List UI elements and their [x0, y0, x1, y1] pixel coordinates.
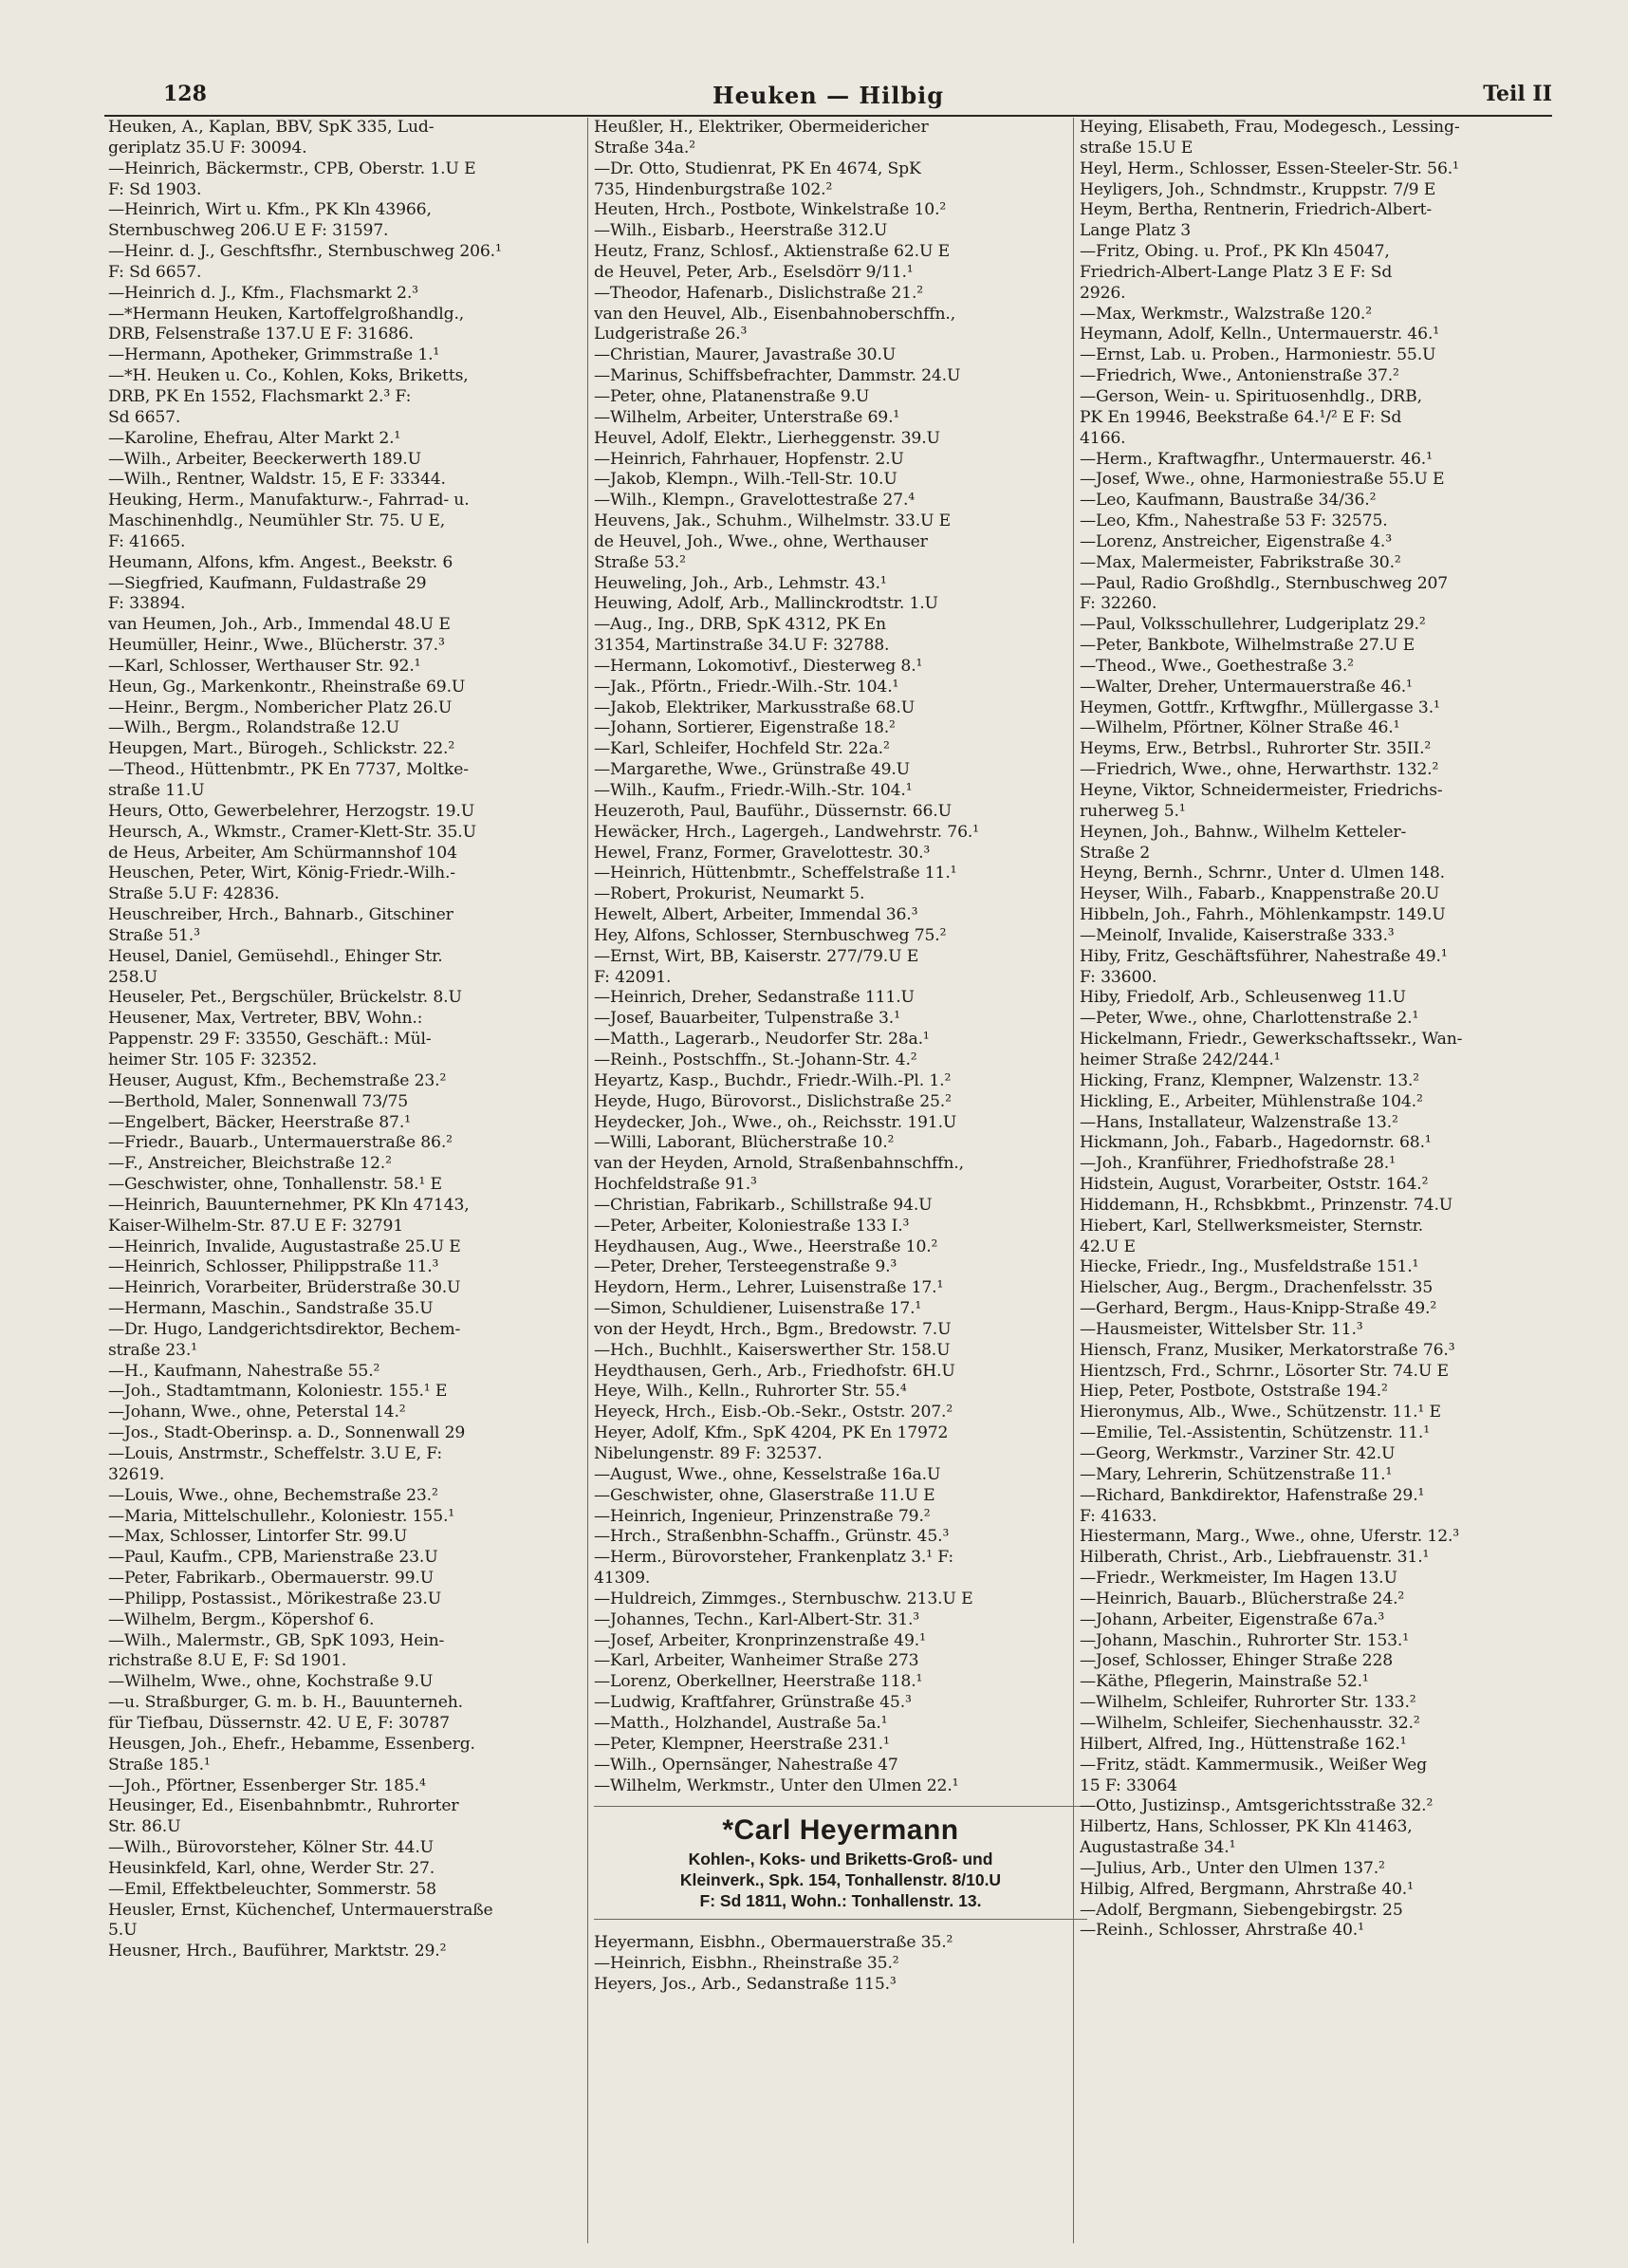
directory-entry-line: —Otto, Justizinsp., Amtsgerichtsstraße 32.²	[1080, 1796, 1434, 1816]
directory-entry-line: Heußler, H., Elektriker, Obermeidericher	[594, 118, 929, 137]
directory-entry-line: PK En 19946, Beekstraße 64.¹/² E F: Sd	[1080, 407, 1402, 427]
directory-entry-line: —Christian, Maurer, Javastraße 30.U	[594, 345, 897, 365]
column-2-entries	[594, 118, 1087, 1796]
directory-entry-line: Heuvel, Adolf, Elektr., Lierheggenstr. 39.U	[594, 428, 940, 448]
directory-entry-line: —Heinrich, Ingenieur, Prinzenstraße 79.²	[594, 1506, 931, 1526]
directory-entry-line: —Peter, ohne, Platanenstraße 9.U	[594, 386, 870, 406]
directory-entry-line: —Wilhelm, Schleifer, Siechenhausstr. 32.²	[1080, 1713, 1420, 1733]
directory-entry-line: 5.U	[108, 1921, 138, 1941]
directory-entry-line: Hewelt, Albert, Arbeiter, Immendal 36.³	[594, 905, 918, 925]
directory-entry-line: —Berthold, Maler, Sonnenwall 73/75	[108, 1091, 409, 1111]
directory-entry-line: —Reinh., Postschffn., St.-Johann-Str. 4.²	[594, 1050, 917, 1069]
directory-entry-line: —Peter, Klempner, Heerstraße 231.¹	[594, 1734, 890, 1754]
directory-entry-line: Heuseler, Pet., Bergschüler, Brückelstr. 8.U	[108, 988, 462, 1008]
directory-entry-line: —Wilh., Arbeiter, Beeckerwerth 189.U	[108, 449, 421, 469]
directory-entry-line: 2926.	[1080, 283, 1126, 303]
directory-entry-line: —Reinh., Schlosser, Ahrstraße 40.¹	[1080, 1921, 1364, 1941]
directory-entry-line: —Jak., Pförtn., Friedr.-Wilh.-Str. 104.¹	[594, 677, 899, 697]
directory-entry-line: Heydthausen, Gerh., Arb., Friedhofstr. 6H.U	[594, 1361, 955, 1381]
directory-entry-line: —Leo, Kaufmann, Baustraße 34/36.²	[1080, 491, 1377, 511]
directory-entry-line: —Wilh., Malermstr., GB, SpK 1093, Hein-	[108, 1630, 445, 1650]
directory-entry-line: —Wilhelm, Bergm., Köpershof 6.	[108, 1609, 375, 1629]
directory-entry-line: —Robert, Prokurist, Neumarkt 5.	[594, 884, 865, 904]
directory-entry-line: Heusinkfeld, Karl, ohne, Werder Str. 27.	[108, 1858, 435, 1878]
directory-entry-line: Heyer, Adolf, Kfm., SpK 4204, PK En 17972	[594, 1423, 949, 1443]
directory-entry-line: —Jakob, Elektriker, Markusstraße 68.U	[594, 697, 916, 717]
directory-entry-line: Heying, Elisabeth, Frau, Modegesch., Lessing-	[1080, 118, 1460, 137]
directory-entry-line: Heuwing, Adolf, Arb., Mallinckrodtstr. 1.U	[594, 594, 938, 614]
directory-entry-line: 42.U E	[1080, 1236, 1136, 1256]
directory-entry-line: —Heinrich, Hüttenbmtr., Scheffelstraße 11.¹	[594, 864, 957, 883]
directory-entry-line: —Hch., Buchhlt., Kaiserswerther Str. 158.U	[594, 1340, 951, 1360]
directory-entry-line: Heupgen, Mart., Bürogeh., Schlickstr. 22.²	[108, 739, 455, 759]
directory-entry-line: Heynen, Joh., Bahnw., Wilhelm Ketteler-	[1080, 822, 1407, 842]
column-2	[594, 118, 1087, 1996]
directory-entry-line: Heydecker, Joh., Wwe., oh., Reichsstr. 191.U	[594, 1112, 957, 1132]
directory-entry-line: Heursch, A., Wkmstr., Cramer-Klett-Str. 35.U	[108, 822, 476, 842]
directory-entry-line: heimer Straße 242/244.¹	[1080, 1050, 1281, 1069]
directory-entry-line: —Heinrich, Bäckermstr., CPB, Oberstr. 1.U E	[108, 158, 476, 178]
directory-entry-line: —Wilhelm, Arbeiter, Unterstraße 69.¹	[594, 407, 900, 427]
directory-entry-line: —Friedrich, Wwe., Antonienstraße 37.²	[1080, 366, 1399, 386]
directory-entry-line: F: 32260.	[1080, 594, 1157, 614]
directory-entry-line: —Geschwister, ohne, Tonhallenstr. 58.¹ E	[108, 1175, 442, 1195]
directory-entry-line: —Joh., Pförtner, Essenberger Str. 185.⁴	[108, 1775, 426, 1795]
directory-entry-line: Heuken, A., Kaplan, BBV, SpK 335, Lud-	[108, 118, 435, 137]
directory-entry-line: Hiby, Fritz, Geschäftsführer, Nahestraße 49.¹	[1080, 946, 1448, 966]
directory-entry-line: —Lorenz, Oberkellner, Heerstraße 118.¹	[594, 1672, 923, 1692]
directory-entry-line: —Joh., Stadtamtmann, Koloniestr. 155.¹ E	[108, 1382, 448, 1402]
directory-entry-line: Heuweling, Joh., Arb., Lehmstr. 43.¹	[594, 573, 887, 593]
directory-entry-line: Heutz, Franz, Schlosf., Aktienstraße 62.U E	[594, 242, 950, 262]
directory-entry-line: —Theodor, Hafenarb., Dislichstraße 21.²	[594, 283, 924, 303]
directory-entry-line: —Huldreich, Zimmges., Sternbuschw. 213.U E	[594, 1589, 973, 1608]
directory-entry-line: —Heinrich, Fahrhauer, Hopfenstr. 2.U	[594, 449, 904, 469]
directory-entry-line: van Heumen, Joh., Arb., Immendal 48.U E	[108, 615, 451, 635]
directory-entry-line: —Hermann, Lokomotivf., Diesterweg 8.¹	[594, 656, 923, 676]
directory-entry-line: —Wilhelm, Werkmstr., Unter den Ulmen 22.¹	[594, 1775, 959, 1795]
directory-entry-line: straße 11.U	[108, 781, 205, 800]
directory-entry-line: de Heuvel, Peter, Arb., Eselsdörr 9/11.¹	[594, 262, 914, 282]
directory-entry-line: —Heinrich, Schlosser, Philippstraße 11.³	[108, 1257, 439, 1277]
directory-entry-line: Heye, Wilh., Kelln., Ruhrorter Str. 55.⁴	[594, 1382, 907, 1402]
directory-entry-line: Heusener, Max, Vertreter, BBV, Wohn.:	[108, 1009, 423, 1029]
directory-entry-line: —Aug., Ing., DRB, SpK 4312, PK En	[594, 615, 886, 635]
directory-entry-line: Heydhausen, Aug., Wwe., Heerstraße 10.²	[594, 1236, 938, 1256]
directory-entry-line: Straße 5.U F: 42836.	[108, 884, 280, 904]
directory-entry-line: van der Heyden, Arnold, Straßenbahnschffn.,	[594, 1154, 964, 1174]
directory-entry-line: —Max, Werkmstr., Walzstraße 120.²	[1080, 304, 1372, 324]
directory-entry-line: —Ludwig, Kraftfahrer, Grünstraße 45.³	[594, 1693, 912, 1713]
directory-entry-line: —Maria, Mittelschullehr., Koloniestr. 155.¹	[108, 1506, 455, 1526]
directory-entry-line: Hiensch, Franz, Musiker, Merkatorstraße 76.³	[1080, 1340, 1455, 1360]
page-header	[104, 82, 1552, 120]
directory-entry-line: Heumann, Alfons, kfm. Angest., Beekstr. 6	[108, 552, 453, 572]
directory-entry-line: —Max, Malermeister, Fabrikstraße 30.²	[1080, 552, 1401, 572]
directory-entry-line: —Josef, Bauarbeiter, Tulpenstraße 3.¹	[594, 1009, 900, 1029]
directory-entry-line: de Heuvel, Joh., Wwe., ohne, Werthauser	[594, 531, 928, 551]
directory-entry-line: Straße 185.¹	[108, 1755, 211, 1775]
directory-entry-line: —Karl, Schlosser, Werthauser Str. 92.¹	[108, 656, 421, 676]
directory-entry-line: ruherweg 5.¹	[1080, 801, 1186, 821]
directory-entry-line: Heyng, Bernh., Schrnr., Unter d. Ulmen 148.	[1080, 864, 1445, 883]
directory-entry-line: —Hausmeister, Wittelsber Str. 11.³	[1080, 1319, 1363, 1339]
directory-entry-line: —Theod., Hüttenbmtr., PK En 7737, Moltke-	[108, 760, 469, 780]
directory-entry-line: —Christian, Fabrikarb., Schillstraße 94.U	[594, 1195, 933, 1215]
ad-line: Kohlen-, Koks- und Briketts-Groß- und	[688, 1850, 993, 1869]
directory-entry-line: —Fritz, Obing. u. Prof., PK Kln 45047,	[1080, 242, 1390, 262]
directory-entry-line: —Simon, Schuldiener, Luisenstraße 17.¹	[594, 1299, 922, 1319]
directory-entry-line: —*H. Heuken u. Co., Kohlen, Koks, Briketts,	[108, 366, 469, 386]
ad-title: *Carl Heyermann	[722, 1814, 959, 1847]
directory-entry-line: 41309.	[594, 1569, 651, 1589]
directory-entry-line: —Peter, Dreher, Tersteegenstraße 9.³	[594, 1257, 897, 1277]
advertisement	[594, 1806, 1087, 1920]
directory-entry-line: Heuschreiber, Hrch., Bahnarb., Gitschiner	[108, 905, 453, 925]
directory-entry-line: —Dr. Hugo, Landgerichtsdirektor, Bechem-	[108, 1319, 461, 1339]
directory-entry-line: Heyde, Hugo, Bürovorst., Dislichstraße 25.²	[594, 1091, 952, 1111]
directory-entry-line: —Heinrich, Bauarb., Blücherstraße 24.²	[1080, 1589, 1405, 1608]
directory-entry-line: Straße 53.²	[594, 552, 686, 572]
directory-entry-line: Hewel, Franz, Former, Gravelottestr. 30.³	[594, 843, 931, 863]
directory-entry-line: —Herm., Kraftwagfhr., Untermauerstr. 46.¹	[1080, 449, 1433, 469]
directory-entry-line: —Peter, Fabrikarb., Obermauerstr. 99.U	[108, 1569, 435, 1589]
ad-line: Kleinverk., Spk. 154, Tonhallenstr. 8/10.U	[679, 1870, 1002, 1890]
directory-entry-line: Heuking, Herm., Manufakturw.-, Fahrrad- u.	[108, 491, 470, 511]
directory-entry-line: —Hermann, Apotheker, Grimmstraße 1.¹	[108, 345, 440, 365]
directory-entry-line: DRB, Felsenstraße 137.U E F: 31686.	[108, 325, 414, 344]
directory-entry-line: —Meinolf, Invalide, Kaiserstraße 333.³	[1080, 925, 1395, 945]
directory-entry-line: Hickmann, Joh., Fabarb., Hagedornstr. 68.¹	[1080, 1133, 1432, 1153]
directory-entry-line: —Engelbert, Bäcker, Heerstraße 87.¹	[108, 1112, 411, 1132]
directory-entry-line: —Joh., Kranführer, Friedhofstraße 28.¹	[1080, 1154, 1396, 1174]
directory-entry-line: —Willi, Laborant, Blücherstraße 10.²	[594, 1133, 895, 1153]
directory-entry-line: —Jos., Stadt-Oberinsp. a. D., Sonnenwall 29	[108, 1423, 466, 1443]
directory-entry-line: —Hrch., Straßenbhn-Schaffn., Grünstr. 45.³	[594, 1527, 950, 1547]
directory-entry-line: —Friedrich, Wwe., ohne, Herwarthstr. 132.²	[1080, 760, 1439, 780]
directory-entry-line: Hientzsch, Frd., Schrnr., Lösorter Str. 74.U E	[1080, 1361, 1449, 1381]
directory-entry-line: Hiecke, Friedr., Ing., Musfeldstraße 151.¹	[1080, 1257, 1419, 1277]
directory-entry-line: 32619.	[108, 1464, 165, 1484]
directory-entry-line: Straße 2	[1080, 843, 1150, 863]
directory-entry-line: heimer Str. 105 F: 32352.	[108, 1050, 318, 1069]
directory-entry-line: —Theod., Wwe., Goethestraße 3.²	[1080, 656, 1354, 676]
directory-entry-line: Hiebert, Karl, Stellwerksmeister, Sternstr.	[1080, 1216, 1424, 1236]
directory-entry-line: richstraße 8.U E, F: Sd 1901.	[108, 1651, 347, 1671]
directory-entry-line: —Geschwister, ohne, Glaserstraße 11.U E	[594, 1485, 935, 1505]
directory-entry-line: DRB, PK En 1552, Flachsmarkt 2.³ F:	[108, 386, 412, 406]
directory-entry-line: —Wilhelm, Schleifer, Ruhrorter Str. 133.²	[1080, 1693, 1416, 1713]
directory-entry-line: Heyers, Jos., Arb., Sedanstraße 115.³	[594, 1975, 897, 1995]
directory-entry-line: —Wilhelm, Pförtner, Kölner Straße 46.¹	[1080, 718, 1400, 738]
directory-entry-line: —Heinrich, Dreher, Sedanstraße 111.U	[594, 988, 915, 1008]
directory-entry-line: Straße 51.³	[108, 925, 200, 945]
directory-entry-line: 4166.	[1080, 428, 1126, 448]
directory-entry-line: Heusner, Hrch., Bauführer, Marktstr. 29.²	[108, 1942, 447, 1961]
header-rule	[104, 115, 1552, 117]
directory-entry-line: —Heinrich d. J., Kfm., Flachsmarkt 2.³	[108, 283, 418, 303]
directory-entry-line: Straße 34a.²	[594, 138, 695, 158]
directory-entry-line: Heym, Bertha, Rentnerin, Friedrich-Albert-	[1080, 200, 1433, 220]
directory-entry-line: Sternbuschweg 206.U E F: 31597.	[108, 221, 389, 241]
directory-entry-line: Pappenstr. 29 F: 33550, Geschäft.: Mül-	[108, 1030, 432, 1050]
directory-entry-line: Hiep, Peter, Postbote, Oststraße 194.²	[1080, 1382, 1388, 1402]
directory-entry-line: —Fritz, städt. Kammermusik., Weißer Weg	[1080, 1755, 1427, 1775]
directory-entry-line: —Paul, Radio Großhdlg., Sternbuschweg 207	[1080, 573, 1449, 593]
directory-entry-line: 15 F: 33064	[1080, 1775, 1177, 1795]
directory-entry-line: —Wilh., Opernsänger, Nahestraße 47	[594, 1755, 898, 1775]
directory-entry-line: Hilbert, Alfred, Ing., Hüttenstraße 162.¹	[1080, 1734, 1407, 1754]
directory-entry-line: —Matth., Holzhandel, Austraße 5a.¹	[594, 1713, 888, 1733]
directory-entry-line: —Karl, Arbeiter, Wanheimer Straße 273	[594, 1651, 919, 1671]
directory-entry-line: —Dr. Otto, Studienrat, PK En 4674, SpK	[594, 158, 921, 178]
directory-entry-line: Hickelmann, Friedr., Gewerkschaftssekr., Wan-	[1080, 1030, 1463, 1050]
directory-entry-line: geriplatz 35.U F: 30094.	[108, 138, 307, 158]
directory-entry-line: —Julius, Arb., Unter den Ulmen 137.²	[1080, 1858, 1385, 1878]
directory-entry-line: —Josef, Schlosser, Ehinger Straße 228	[1080, 1651, 1394, 1671]
directory-entry-line: Heyms, Erw., Betrbsl., Ruhrorter Str. 35II.²	[1080, 739, 1432, 759]
directory-entry-line: —Paul, Volksschullehrer, Ludgeriplatz 29.²	[1080, 615, 1426, 635]
directory-entry-line: für Tiefbau, Düssernstr. 42. U E, F: 30787	[108, 1713, 450, 1733]
directory-entry-line: —Heinrich, Invalide, Augustastraße 25.U E	[108, 1236, 461, 1256]
directory-entry-line: —Mary, Lehrerin, Schützenstraße 11.¹	[1080, 1464, 1393, 1484]
directory-entry-line: Hiestermann, Marg., Wwe., ohne, Uferstr. 12.³	[1080, 1527, 1460, 1547]
directory-entry-line: Heydorn, Herm., Lehrer, Luisenstraße 17.¹	[594, 1278, 944, 1298]
directory-entry-line: —Wilh., Rentner, Waldstr. 15, E F: 33344.	[108, 470, 446, 490]
page-title: Heuken — Hilbig	[712, 82, 945, 109]
directory-entry-line: Heuschen, Peter, Wirt, König-Friedr.-Wilh.-	[108, 864, 455, 883]
directory-entry-line: —Matth., Lagerarb., Neudorfer Str. 28a.¹	[594, 1030, 930, 1050]
ad-line: F: Sd 1811, Wohn.: Tonhallenstr. 13.	[699, 1891, 982, 1911]
directory-entry-line: F: Sd 1903.	[108, 179, 202, 199]
directory-entry-line: Hicking, Franz, Klempner, Walzenstr. 13.²	[1080, 1070, 1420, 1090]
directory-entry-line: F: 33894.	[108, 594, 186, 614]
directory-entry-line: —Wilhelm, Wwe., ohne, Kochstraße 9.U	[108, 1672, 434, 1692]
directory-entry-line: —Wilh., Klempn., Gravelottestraße 27.⁴	[594, 491, 916, 511]
directory-entry-line: —Margarethe, Wwe., Grünstraße 49.U	[594, 760, 911, 780]
directory-entry-line: —Herm., Bürovorsteher, Frankenplatz 3.¹ F:	[594, 1548, 954, 1568]
directory-entry-line: Nibelungenstr. 89 F: 32537.	[594, 1444, 823, 1463]
directory-entry-line: F: 41665.	[108, 531, 186, 551]
directory-entry-line: van den Heuvel, Alb., Eisenbahnoberschffn.,	[594, 304, 956, 324]
directory-entry-line: —Hermann, Maschin., Sandstraße 35.U	[108, 1299, 434, 1319]
directory-entry-line: Hilbertz, Hans, Schlosser, PK Kln 41463,	[1080, 1817, 1413, 1837]
directory-entry-line: Hewäcker, Hrch., Lagergeh., Landwehrstr. 76.¹	[594, 822, 979, 842]
directory-entry-line: —Heinrich, Eisbhn., Rheinstraße 35.²	[594, 1954, 899, 1974]
directory-entry-line: de Heus, Arbeiter, Am Schürmannshof 104	[108, 843, 457, 863]
directory-entry-line: —Gerson, Wein- u. Spirituosenhdlg., DRB,	[1080, 386, 1422, 406]
directory-entry-line: —Georg, Werkmstr., Varziner Str. 42.U	[1080, 1444, 1396, 1463]
directory-entry-line: —Karl, Schleifer, Hochfeld Str. 22a.²	[594, 739, 890, 759]
directory-entry-line: Heyartz, Kasp., Buchdr., Friedr.-Wilh.-Pl. 1.²	[594, 1070, 952, 1090]
directory-entry-line: —Leo, Kfm., Nahestraße 53 F: 32575.	[1080, 511, 1388, 531]
directory-entry-line: —Heinrich, Wirt u. Kfm., PK Kln 43966,	[108, 200, 432, 220]
directory-entry-line: Heusler, Ernst, Küchenchef, Untermauerstraße	[108, 1900, 493, 1920]
directory-entry-line: Heyligers, Joh., Schndmstr., Kruppstr. 7/9 E	[1080, 179, 1436, 199]
directory-entry-line: —Peter, Bankbote, Wilhelmstraße 27.U E	[1080, 636, 1415, 656]
directory-entry-line: Heusgen, Joh., Ehefr., Hebamme, Essenberg.	[108, 1734, 475, 1754]
directory-entry-line: Heuten, Hrch., Postbote, Winkelstraße 10.²	[594, 200, 947, 220]
directory-entry-line: Heusinger, Ed., Eisenbahnbmtr., Ruhrorter	[108, 1796, 459, 1816]
directory-entry-line: —Peter, Wwe., ohne, Charlottenstraße 2.¹	[1080, 1009, 1419, 1029]
column-2-after-ad	[594, 1933, 1087, 1996]
directory-entry-line: —Walter, Dreher, Untermauerstraße 46.¹	[1080, 677, 1413, 697]
column-3	[1080, 118, 1573, 1942]
directory-entry-line: Heuser, August, Kfm., Bechemstraße 23.²	[108, 1070, 447, 1090]
directory-entry-line: F: 41633.	[1080, 1506, 1157, 1526]
directory-entry-line: —Philipp, Postassist., Mörikestraße 23.U	[108, 1589, 442, 1608]
directory-entry-line: —Hans, Installateur, Walzenstraße 13.²	[1080, 1112, 1398, 1132]
directory-entry-line: —Johann, Arbeiter, Eigenstraße 67a.³	[1080, 1609, 1385, 1629]
directory-entry-line: Kaiser-Wilhelm-Str. 87.U E F: 32791	[108, 1216, 404, 1236]
directory-entry-line: Hibbeln, Joh., Fahrh., Möhlenkampstr. 149.U	[1080, 905, 1446, 925]
directory-entry-line: —August, Wwe., ohne, Kesselstraße 16a.U	[594, 1464, 941, 1484]
directory-entry-line: Hilbig, Alfred, Bergmann, Ahrstraße 40.¹	[1080, 1879, 1414, 1899]
directory-entry-line: —Johann, Sortierer, Eigenstraße 18.²	[594, 718, 896, 738]
directory-entry-line: —Richard, Bankdirektor, Hafenstraße 29.¹	[1080, 1485, 1425, 1505]
directory-entry-line: Heyermann, Eisbhn., Obermauerstraße 35.²	[594, 1933, 953, 1953]
directory-entry-line: Heymen, Gottfr., Krftwgfhr., Müllergasse 3.¹	[1080, 697, 1440, 717]
section-label: Teil II	[1483, 82, 1552, 106]
directory-entry-line: F: Sd 6657.	[108, 262, 202, 282]
directory-entry-line: —Siegfried, Kaufmann, Fuldastraße 29	[108, 573, 427, 593]
directory-entry-line: Hiby, Friedolf, Arb., Schleusenweg 11.U	[1080, 988, 1406, 1008]
directory-entry-line: —Käthe, Pflegerin, Mainstraße 52.¹	[1080, 1672, 1369, 1692]
directory-entry-line: —Johann, Maschin., Ruhrorter Str. 153.¹	[1080, 1630, 1409, 1650]
directory-entry-line: Str. 86.U	[108, 1817, 181, 1837]
directory-entry-line: Heymann, Adolf, Kelln., Untermauerstr. 46.¹	[1080, 325, 1440, 344]
directory-entry-line: Heyeck, Hrch., Eisb.-Ob.-Sekr., Oststr. 207.²	[594, 1403, 953, 1422]
directory-entry-line: Hielscher, Aug., Bergm., Drachenfelsstr. 35	[1080, 1278, 1434, 1298]
directory-entry-line: Hochfeldstraße 91.³	[594, 1175, 757, 1195]
directory-entry-line: Heurs, Otto, Gewerbelehrer, Herzogstr. 19.U	[108, 801, 475, 821]
directory-entry-line: Heumüller, Heinr., Wwe., Blücherstr. 37.³	[108, 636, 445, 656]
directory-entry-line: —Wilh., Eisbarb., Heerstraße 312.U	[594, 221, 888, 241]
directory-entry-line: —Wilh., Bürovorsteher, Kölner Str. 44.U	[108, 1838, 434, 1858]
directory-entry-line: —Johannes, Techn., Karl-Albert-Str. 31.³	[594, 1609, 920, 1629]
directory-entry-line: —Josef, Wwe., ohne, Harmoniestraße 55.U E	[1080, 470, 1445, 490]
directory-entry-line: Friedrich-Albert-Lange Platz 3 E F: Sd	[1080, 262, 1393, 282]
directory-entry-line: Maschinenhdlg., Neumühler Str. 75. U E,	[108, 511, 446, 531]
directory-entry-line: —Louis, Wwe., ohne, Bechemstraße 23.²	[108, 1485, 438, 1505]
directory-entry-line: —Max, Schlosser, Lintorfer Str. 99.U	[108, 1527, 408, 1547]
directory-entry-line: Heyl, Herm., Schlosser, Essen-Steeler-Str. 56.¹	[1080, 158, 1459, 178]
directory-entry-line: Ludgeristraße 26.³	[594, 325, 748, 344]
directory-entry-line: Heyser, Wilh., Fabarb., Knappenstraße 20.U	[1080, 884, 1440, 904]
directory-entry-line: 735, Hindenburgstraße 102.²	[594, 179, 833, 199]
directory-entry-line: Hickling, E., Arbeiter, Mühlenstraße 104.²	[1080, 1091, 1423, 1111]
directory-entry-line: von der Heydt, Hrch., Bgm., Bredowstr. 7.U	[594, 1319, 952, 1339]
directory-entry-line: F: 33600.	[1080, 967, 1157, 987]
directory-entry-line: Hieronymus, Alb., Wwe., Schützenstr. 11.¹ E	[1080, 1403, 1441, 1422]
directory-entry-line: —Louis, Anstrmstr., Scheffelstr. 3.U E, F:	[108, 1444, 443, 1463]
page-number: 128	[163, 82, 207, 106]
directory-entry-line: —Friedr., Bauarb., Untermauerstraße 86.²	[108, 1133, 453, 1153]
directory-entry-line: F: 42091.	[594, 967, 672, 987]
directory-entry-line: 31354, Martinstraße 34.U F: 32788.	[594, 636, 890, 656]
directory-entry-line: —Ernst, Lab. u. Proben., Harmoniestr. 55.U	[1080, 345, 1436, 365]
directory-entry-line: —H., Kaufmann, Nahestraße 55.²	[108, 1361, 380, 1381]
directory-entry-line: —Heinr. d. J., Geschftsfhr., Sternbuschweg 206.¹	[108, 242, 502, 262]
directory-entry-line: —Heinrich, Vorarbeiter, Brüderstraße 30.U	[108, 1278, 461, 1298]
directory-entry-line: straße 15.U E	[1080, 138, 1193, 158]
directory-entry-line: —Heinrich, Bauunternehmer, PK Kln 47143,	[108, 1195, 470, 1215]
directory-entry-line: —Emil, Effektbeleuchter, Sommerstr. 58	[108, 1879, 436, 1899]
directory-entry-line: —Ernst, Wirt, BB, Kaiserstr. 277/79.U E	[594, 946, 919, 966]
directory-entry-line: —Johann, Wwe., ohne, Peterstal 14.²	[108, 1403, 406, 1422]
directory-entry-line: Hilberath, Christ., Arb., Liebfrauenstr. 31.¹	[1080, 1548, 1430, 1568]
directory-entry-line: 258.U	[108, 967, 158, 987]
directory-entry-line: —Wilh., Bergm., Rolandstraße 12.U	[108, 718, 399, 738]
directory-entry-line: Heun, Gg., Markenkontr., Rheinstraße 69.U	[108, 677, 466, 697]
directory-entry-line: —Heinr., Bergm., Nombericher Platz 26.U	[108, 697, 453, 717]
directory-entry-line: —Emilie, Tel.-Assistentin, Schützenstr. 11.¹	[1080, 1423, 1430, 1443]
directory-entry-line: —Wilh., Kaufm., Friedr.-Wilh.-Str. 104.¹	[594, 781, 913, 800]
directory-entry-line: Hidstein, August, Vorarbeiter, Oststr. 164.²	[1080, 1175, 1429, 1195]
directory-entry-line: Sd 6657.	[108, 407, 181, 427]
directory-entry-line: —Peter, Arbeiter, Koloniestraße 133 I.³	[594, 1216, 910, 1236]
directory-entry-line: —Friedr., Werkmeister, Im Hagen 13.U	[1080, 1569, 1397, 1589]
directory-entry-line: Hiddemann, H., Rchsbkbmt., Prinzenstr. 74.U	[1080, 1195, 1453, 1215]
directory-entry-line: —*Hermann Heuken, Kartoffelgroßhandlg.,	[108, 304, 465, 324]
directory-entry-line: straße 23.¹	[108, 1340, 197, 1360]
directory-entry-line: —Jakob, Klempn., Wilh.-Tell-Str. 10.U	[594, 470, 897, 490]
directory-entry-line: —Marinus, Schiffsbefrachter, Dammstr. 24.U	[594, 366, 961, 386]
directory-entry-line: —Josef, Arbeiter, Kronprinzenstraße 49.¹	[594, 1630, 926, 1650]
directory-entry-line: —Paul, Kaufm., CPB, Marienstraße 23.U	[108, 1548, 438, 1568]
directory-entry-line: Hey, Alfons, Schlosser, Sternbuschweg 75.²	[594, 925, 947, 945]
directory-entry-line: Heuzeroth, Paul, Bauführ., Düssernstr. 66.U	[594, 801, 952, 821]
directory-entry-line: Lange Platz 3	[1080, 221, 1192, 241]
directory-entry-line: —u. Straßburger, G. m. b. H., Bauunterneh.	[108, 1693, 463, 1713]
directory-entry-line: Heuvens, Jak., Schuhm., Wilhelmstr. 33.U E	[594, 511, 952, 531]
directory-entry-line: —F., Anstreicher, Bleichstraße 12.²	[108, 1154, 392, 1174]
directory-entry-line: —Gerhard, Bergm., Haus-Knipp-Straße 49.²	[1080, 1299, 1437, 1319]
directory-entry-line: —Lorenz, Anstreicher, Eigenstraße 4.³	[1080, 531, 1392, 551]
directory-entry-line: —Karoline, Ehefrau, Alter Markt 2.¹	[108, 428, 401, 448]
directory-entry-line: Heyne, Viktor, Schneidermeister, Friedrichs-	[1080, 781, 1443, 800]
directory-entry-line: —Adolf, Bergmann, Siebengebirgstr. 25	[1080, 1900, 1403, 1920]
directory-entry-line: Augustastraße 34.¹	[1080, 1838, 1236, 1858]
directory-entry-line: Heusel, Daniel, Gemüsehdl., Ehinger Str.	[108, 946, 443, 966]
column-1	[108, 118, 601, 1962]
